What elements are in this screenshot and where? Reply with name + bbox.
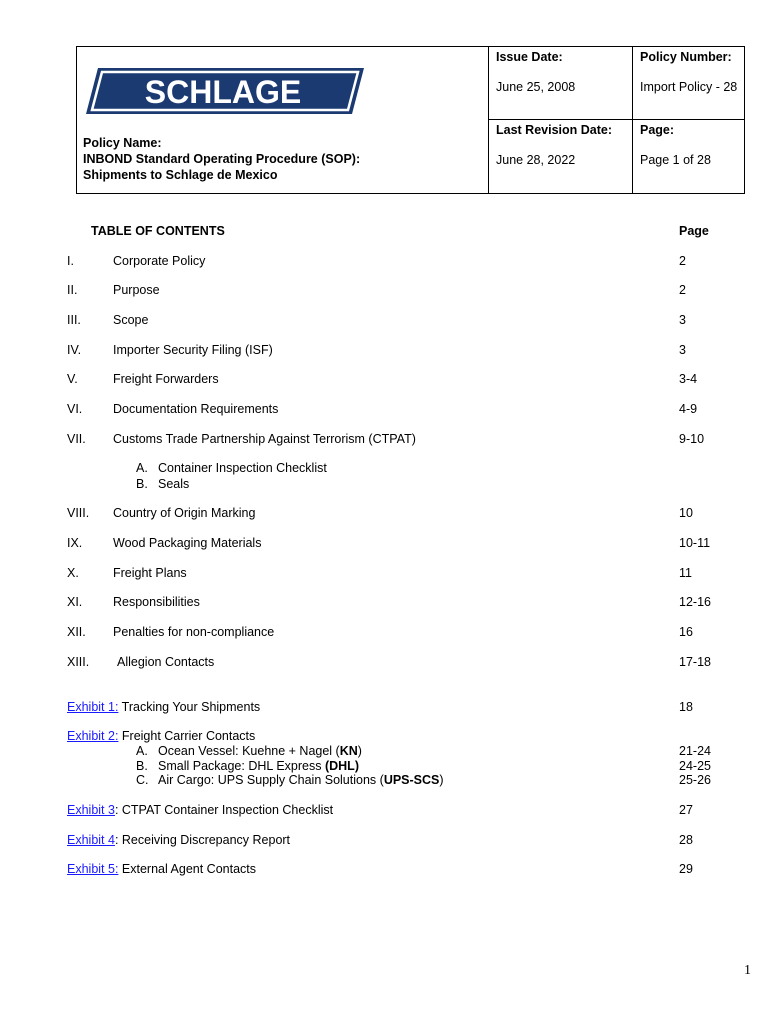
page-label: Page: — [640, 123, 675, 137]
toc-row[interactable] — [0, 432, 770, 448]
toc-num: XI. — [67, 595, 83, 609]
toc-page: 16 — [679, 625, 693, 639]
issue-date-value: June 25, 2008 — [496, 80, 576, 94]
toc-sub-letter: A. — [136, 461, 148, 475]
schlage-logo — [84, 66, 366, 116]
toc-title-text: Customs Trade Partnership Against Terrorism (CTPAT) — [113, 432, 416, 446]
toc-page: 3 — [679, 313, 686, 327]
policy-number-cell — [633, 47, 745, 120]
page-value: Page 1 of 28 — [640, 153, 711, 167]
toc-row[interactable] — [0, 313, 770, 329]
exhibit-2-sub-b: B. Small Package: DHL Express (DHL) — [136, 759, 359, 773]
policy-name-block — [83, 135, 360, 183]
exhibit-2-sub-c-page: 25-26 — [679, 773, 711, 787]
exhibit-4-link[interactable]: Exhibit 4 — [67, 833, 115, 847]
toc-row[interactable] — [0, 343, 770, 359]
issue-date-label: Issue Date: — [496, 50, 563, 64]
exhibit-5-page: 29 — [679, 862, 693, 876]
toc-num: IV. — [67, 343, 82, 357]
toc-num: V. — [67, 372, 78, 386]
toc-num: VII. — [67, 432, 86, 446]
toc-title-text: Freight Forwarders — [113, 372, 219, 386]
toc-title-text: Wood Packaging Materials — [113, 536, 262, 550]
toc-title-text: Freight Plans — [113, 566, 187, 580]
policy-header-table — [76, 46, 745, 194]
footer-page-number: 1 — [744, 963, 751, 978]
toc-num: VIII. — [67, 506, 90, 520]
toc-page-header: Page — [679, 224, 709, 238]
toc-row[interactable] — [0, 655, 770, 671]
exhibit-1-row — [67, 700, 260, 714]
toc-row[interactable] — [0, 402, 770, 418]
toc-sub-title: Seals — [158, 477, 190, 491]
toc-row[interactable] — [0, 506, 770, 522]
toc-sub-letter: B. — [136, 477, 148, 491]
page-cell — [633, 120, 745, 194]
toc-title-text: Importer Security Filing (ISF) — [113, 343, 273, 357]
toc-page: 10 — [679, 506, 693, 520]
policy-number-label: Policy Number: — [640, 50, 732, 64]
last-revision-cell — [489, 120, 633, 194]
toc-title-text: Purpose — [113, 283, 160, 297]
toc-page: 2 — [679, 283, 686, 297]
toc-page: 10-11 — [679, 536, 711, 550]
exhibit-4-page: 28 — [679, 833, 693, 847]
last-revision-value: June 28, 2022 — [496, 153, 576, 167]
toc-row[interactable] — [0, 595, 770, 611]
exhibit-4-row — [67, 833, 290, 847]
toc-row[interactable] — [0, 254, 770, 270]
issue-date-cell — [489, 47, 633, 120]
exhibit-2-link[interactable]: Exhibit 2: — [67, 729, 119, 743]
toc-subitem[interactable] — [136, 477, 189, 491]
policy-number-value: Import Policy - 28 — [640, 80, 738, 94]
toc-page: 11 — [679, 566, 692, 580]
toc-row[interactable] — [0, 283, 770, 299]
exhibit-5-link[interactable]: Exhibit 5: — [67, 862, 119, 876]
toc-row[interactable] — [0, 625, 770, 641]
toc-page: 4-9 — [679, 402, 698, 416]
toc-page: 12-16 — [679, 595, 711, 609]
toc-row[interactable] — [0, 566, 770, 582]
toc-title-text: Scope — [113, 313, 149, 327]
toc-title-text: Penalties for non-compliance — [113, 625, 275, 639]
exhibit-1-link[interactable]: Exhibit 1: — [67, 700, 119, 714]
exhibit-2-sub-a: A. Ocean Vessel: Kuehne + Nagel (KN) — [136, 744, 362, 758]
exhibit-5-title: External Agent Contacts — [118, 862, 257, 876]
toc-num: I. — [67, 254, 74, 268]
toc-num: XIII. — [67, 655, 90, 669]
toc-page: 3 — [679, 343, 686, 357]
toc-page: 17-18 — [679, 655, 711, 669]
toc-subitem[interactable] — [136, 461, 327, 475]
exhibit-3-row — [67, 803, 333, 817]
toc-row[interactable] — [0, 372, 770, 388]
exhibit-1-title: Tracking Your Shipments — [118, 700, 261, 714]
toc-page: 3-4 — [679, 372, 698, 386]
toc-num: II. — [67, 283, 78, 297]
exhibit-2-sub-c: C. Air Cargo: UPS Supply Chain Solutions (UPS-SCS) — [136, 773, 444, 787]
toc-sub-title: Container Inspection Checklist — [158, 461, 327, 475]
toc-page: 9-10 — [679, 432, 705, 446]
toc-num: IX. — [67, 536, 83, 550]
exhibit-5-row — [67, 862, 256, 876]
policy-name-label: Policy Name: — [83, 136, 162, 150]
last-revision-label: Last Revision Date: — [496, 123, 613, 137]
toc-num: VI. — [67, 402, 83, 416]
exhibit-3-title: : CTPAT Container Inspection Checklist — [114, 803, 334, 817]
exhibit-2-sub-b-page: 24-25 — [679, 759, 711, 773]
exhibit-3-page: 27 — [679, 803, 693, 817]
toc-title-text: Documentation Requirements — [113, 402, 279, 416]
exhibit-2-row — [67, 729, 255, 743]
toc-title-text: Responsibilities — [113, 595, 200, 609]
toc-num: X. — [67, 566, 79, 580]
exhibit-3-link[interactable]: Exhibit 3 — [67, 803, 115, 817]
toc-num: III. — [67, 313, 81, 327]
exhibit-2-sub-a-page: 21-24 — [679, 744, 711, 758]
exhibit-4-title: : Receiving Discrepancy Report — [114, 833, 291, 847]
toc-title-text: Country of Origin Marking — [113, 506, 256, 520]
toc-title: TABLE OF CONTENTS — [91, 224, 225, 238]
logo-policy-cell — [77, 47, 489, 194]
toc-num: XII. — [67, 625, 86, 639]
toc-row[interactable] — [0, 536, 770, 552]
toc-title-text: Corporate Policy — [113, 254, 206, 268]
toc-title-text: Allegion Contacts — [117, 655, 215, 669]
logo-brand-text: SCHLAGE — [144, 74, 302, 110]
exhibit-1-page: 18 — [679, 700, 693, 714]
toc-page: 2 — [679, 254, 686, 268]
policy-name-line2: Shipments to Schlage de Mexico — [83, 168, 278, 182]
exhibit-2-title: Freight Carrier Contacts — [118, 729, 256, 743]
policy-name-line1: INBOND Standard Operating Procedure (SOP): — [83, 152, 361, 166]
